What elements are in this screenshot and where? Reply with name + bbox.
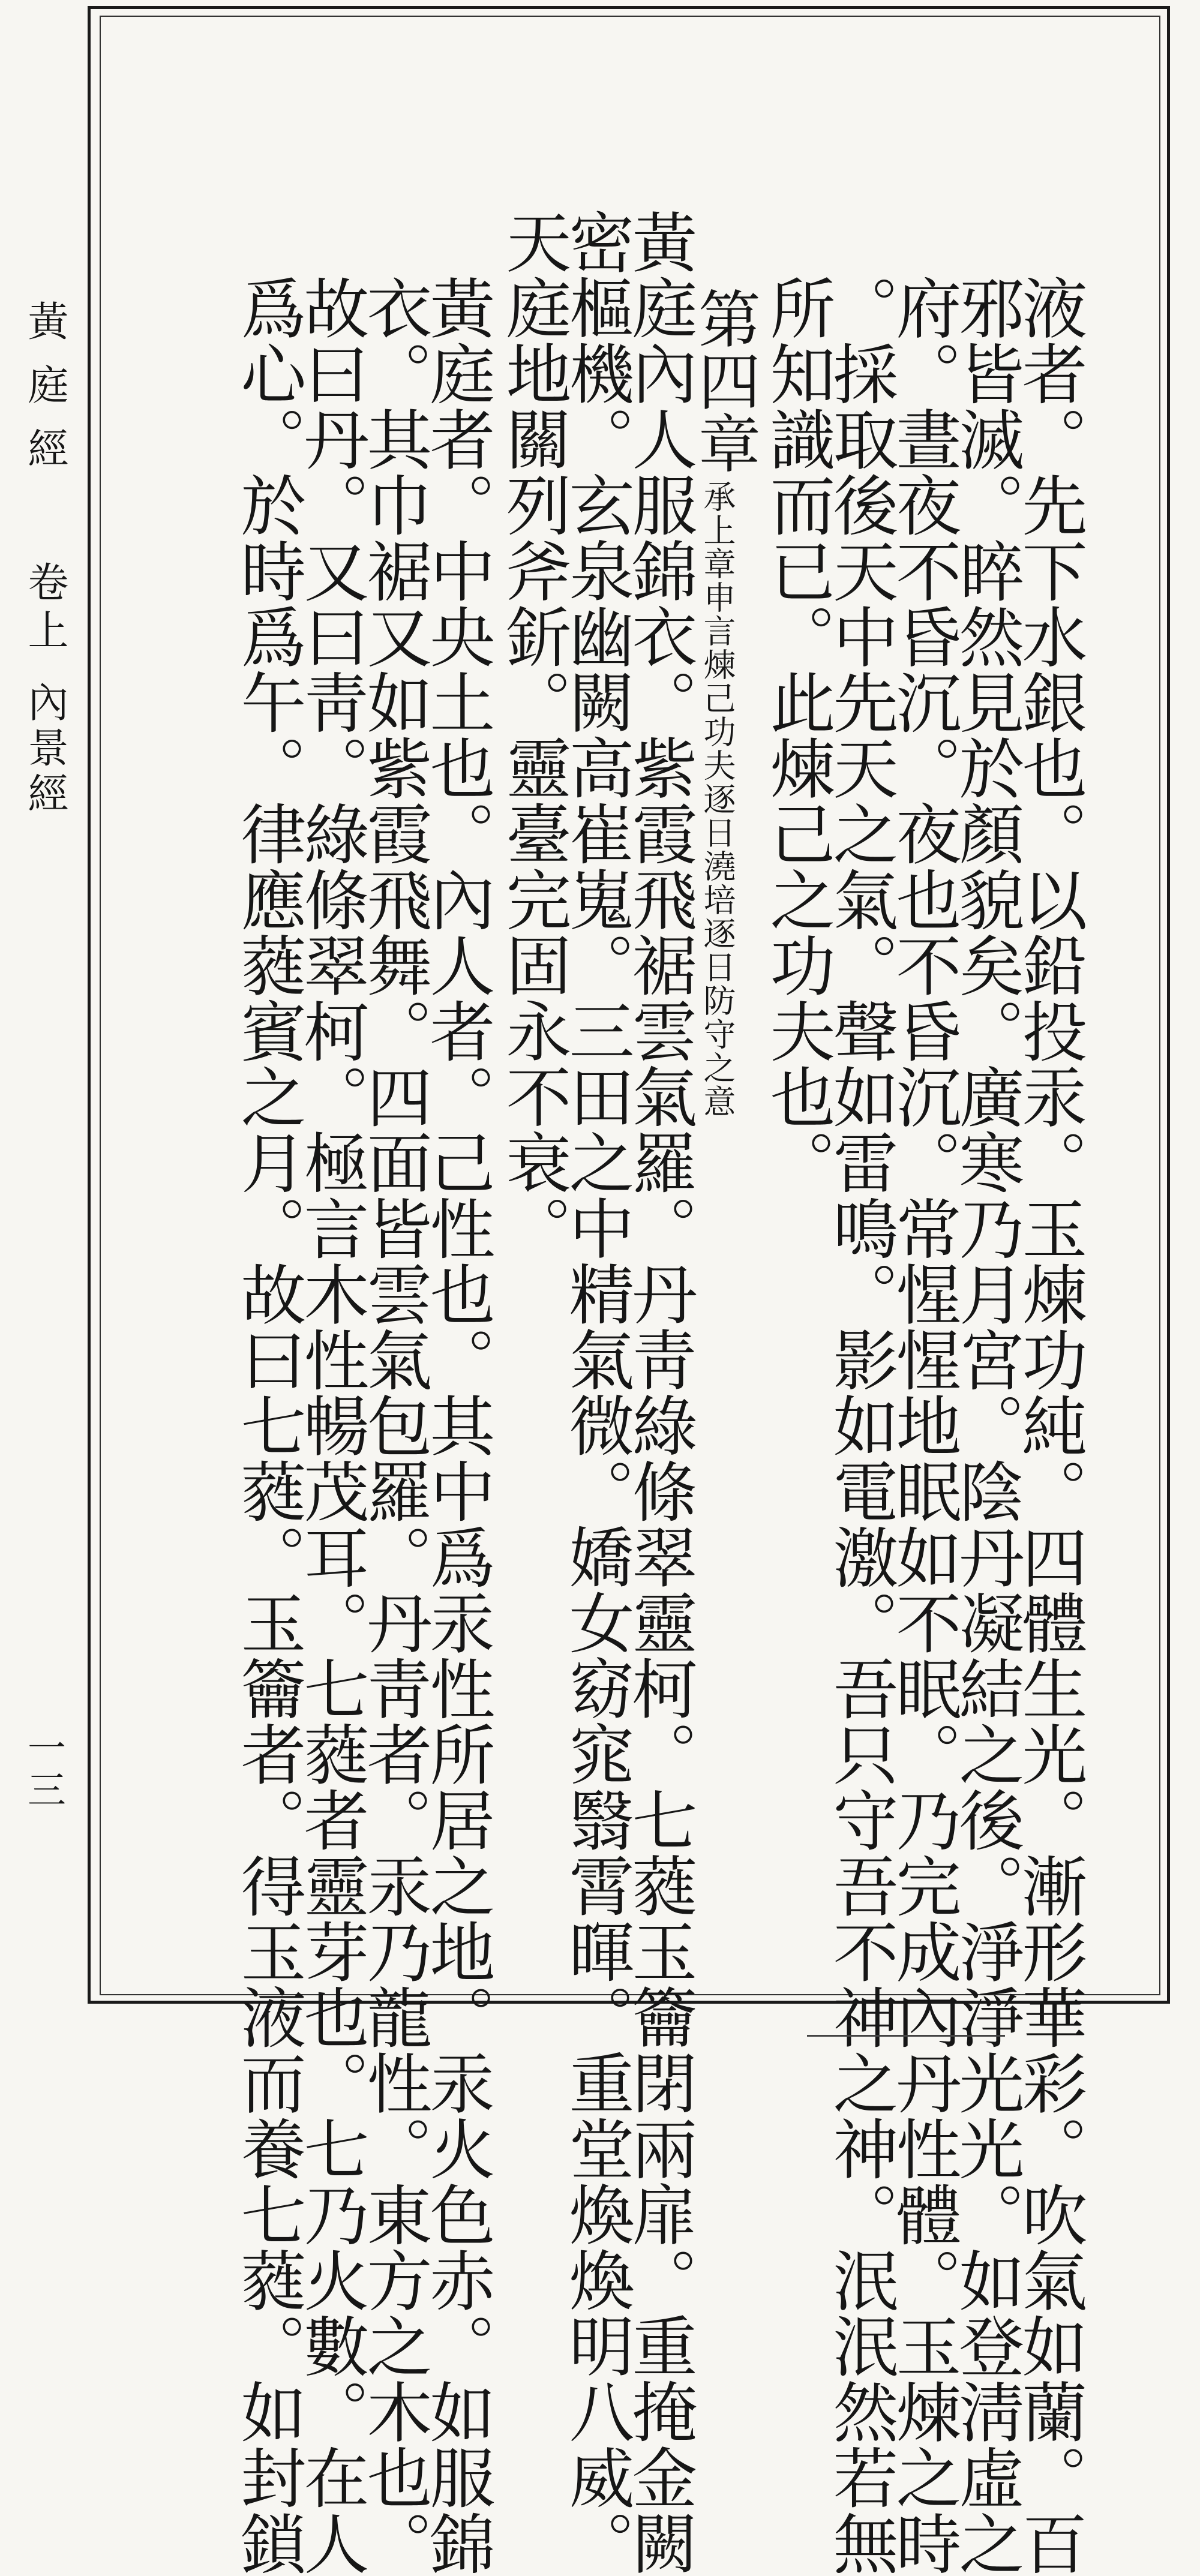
verse-column-2: 密樞機。玄泉幽闕高崔嵬。三田之中精氣微。嬌女窈窕翳霄暉。重堂煥煥明八威。: [559, 209, 635, 2576]
commentary-column-4: 爲心。於時爲午。律應蕤賓之月。故曰七蕤。玉籥者。得玉液而養七蕤。如封鎖: [230, 275, 307, 2576]
verse-column-1: 黃庭內人服錦衣。紫霞飛裾雲氣羅。丹靑綠條翠靈柯。七蕤玉籥閉兩扉。重掩金闕: [622, 209, 698, 2576]
page-number: 一三: [21, 1728, 65, 1812]
margin-volume: 卷上: [21, 561, 68, 657]
text-column-2: 邪皆滅。睟然見於顏貌矣。廣寒乃月宮。陰丹凝結之後。淨淨光光。如登淸虛之: [949, 275, 1025, 2576]
text-column-3: 府。晝夜不昏沉。夜也不昏沉。常惺惺地眠如不眠。乃完成內丹性體。玉煉之時: [886, 275, 962, 2576]
text-column-1: 液者。先下水銀也。以鉛投汞。玉煉功純。四體生光。漸形華彩。吹氣如蘭。百: [1012, 275, 1088, 2576]
margin-section: 內景經: [21, 681, 68, 818]
commentary-column-3: 故曰丹。又曰靑。綠條翠柯。極言木性暢茂耳。七蕤者靈芽也。七乃火數。在人: [293, 275, 370, 2576]
commentary-column-2: 衣。其巾裾又如紫霞飛舞。四面皆雲氣包羅。丹靑者。汞乃龍性。東方之木也。: [356, 275, 433, 2576]
bottom-rule: [807, 2035, 1005, 2037]
chapter-note: 承上章申言煉己功夫逐日澆培逐日防守之意: [698, 480, 736, 1118]
commentary-column-1: 黃庭者。中央土也。內人者。己性也。其中爲汞性所居之地。汞火色赤。如服錦: [419, 275, 496, 2576]
verse-column-3: 天庭地關列斧釿。靈臺完固永不衰。: [496, 209, 572, 1261]
text-column-5: 所知識而已。此煉己之功夫也。: [760, 275, 836, 1196]
text-column-4: 。採取後天中先天之氣。聲如雷鳴。影如電激。吾只守吾不神之神。泯泯然若無: [823, 275, 899, 2576]
margin-book-title: 黃庭經: [21, 300, 68, 491]
chapter-heading: 第四章: [688, 287, 761, 474]
